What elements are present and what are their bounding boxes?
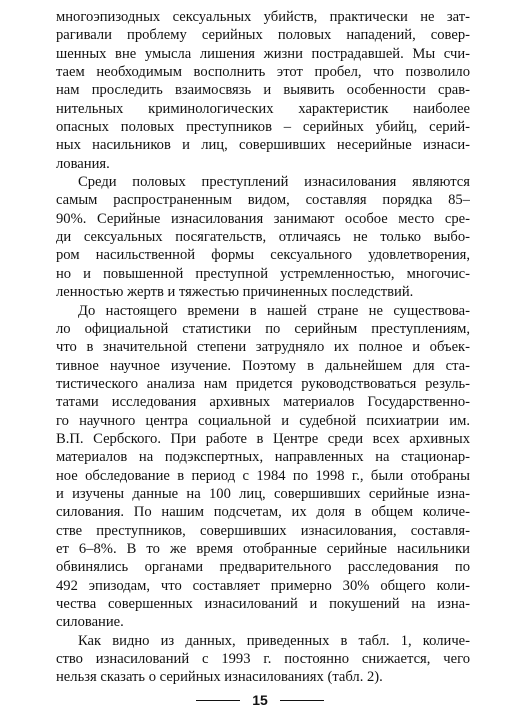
text-line: татами исследования архивных материалов Государственно-: [56, 394, 470, 411]
text-line: материалов на подэкспертных, направленных на стационар-: [56, 449, 470, 466]
text-line: самым распространенным видом, составляя порядка 85–: [56, 192, 470, 209]
text-line: ди сексуальных посягательств, отличаясь не только выбо-: [56, 229, 470, 246]
text-line: ром насильственной формы сексуального удовлетворения,: [56, 247, 470, 264]
text-line: шенных вне умысла лишения жизни пострадавшей. Мы счи-: [56, 45, 470, 62]
text-line: что в значительной степени затрудняло их полное и объек-: [56, 339, 470, 356]
text-line: 492 эпизодам, что составляет примерно 30% общего коли-: [56, 577, 470, 594]
text-line: ет 6–8%. В то же время отобранные серийные насильники: [56, 540, 470, 557]
text-line: ло официальной статистики по серийным преступлениям,: [56, 320, 470, 337]
text-line: До настоящего времени в нашей стране не существова-: [78, 302, 470, 319]
text-line: многоэпизодных сексуальных убийств, практически не зат-: [56, 9, 470, 25]
text-line: рагивали проблему серийных половых нападений, совер-: [56, 27, 470, 44]
text-line: Как видно из данных, приведенных в табл. 1, количе-: [78, 632, 470, 649]
text-line: стве преступников, совершивших изнасилования, составля-: [56, 522, 470, 539]
text-line: нительных криминологических характеристик наиболее: [56, 100, 470, 117]
text-line: нельзя сказать о серийных изнасилованиях (табл. 2).: [56, 669, 383, 686]
text-line: ство изнасилований с 1993 г. постоянно снижается, чего: [56, 651, 470, 668]
text-line: 90%. Серийные изнасилования занимают особое место сре-: [56, 210, 470, 227]
text-line: ных насильников и лиц, совершивших несерийные изнаси-: [56, 137, 470, 154]
text-line: таем необходимым восполнить этот пробел, что позволило: [56, 64, 470, 81]
text-line: тивное научное изучение. Поэтому в дальнейшем для ста-: [56, 357, 470, 374]
text-line: ное обследование в период с 1984 по 1998 г., были отобраны: [56, 467, 470, 484]
text-line: го научного центра социальной и судебной психиатрии им.: [56, 412, 470, 429]
text-line: нам проследить взаимосвязь и выявить особенности срав-: [56, 82, 470, 99]
text-line: обвинялись органами предварительного расследования по: [56, 559, 470, 576]
body-text: [56, 8, 470, 687]
text-line: В.П. Сербского. При работе в Центре среди всех архивных: [56, 430, 470, 447]
text-line: опасных половых преступников – серийных убийц, серий-: [56, 119, 470, 136]
text-line: Среди половых преступлений изнасилования являются: [78, 174, 470, 191]
text-line: но и повышенной преступной устремленностью, многочис-: [56, 265, 470, 282]
text-line: лования.: [56, 155, 110, 172]
footer-rule-left: [196, 700, 240, 701]
page-footer: [0, 692, 520, 708]
text-line: чества совершенных изнасилований и покушений на изна-: [56, 596, 470, 612]
footer-rule-right: [280, 700, 324, 701]
text-line: силования. По нашим подсчетам, их доля в общем количе-: [56, 504, 470, 521]
text-line: ленностью жертв и тяжестью причиненных последствий.: [56, 284, 414, 301]
text-line: силование.: [56, 614, 124, 631]
page-number: 15: [252, 692, 268, 708]
text-line: и изучены данные на 100 лиц, совершивших серийные изна-: [56, 485, 470, 502]
text-line: тистического анализа нам придется руководствоваться резуль-: [56, 375, 470, 392]
